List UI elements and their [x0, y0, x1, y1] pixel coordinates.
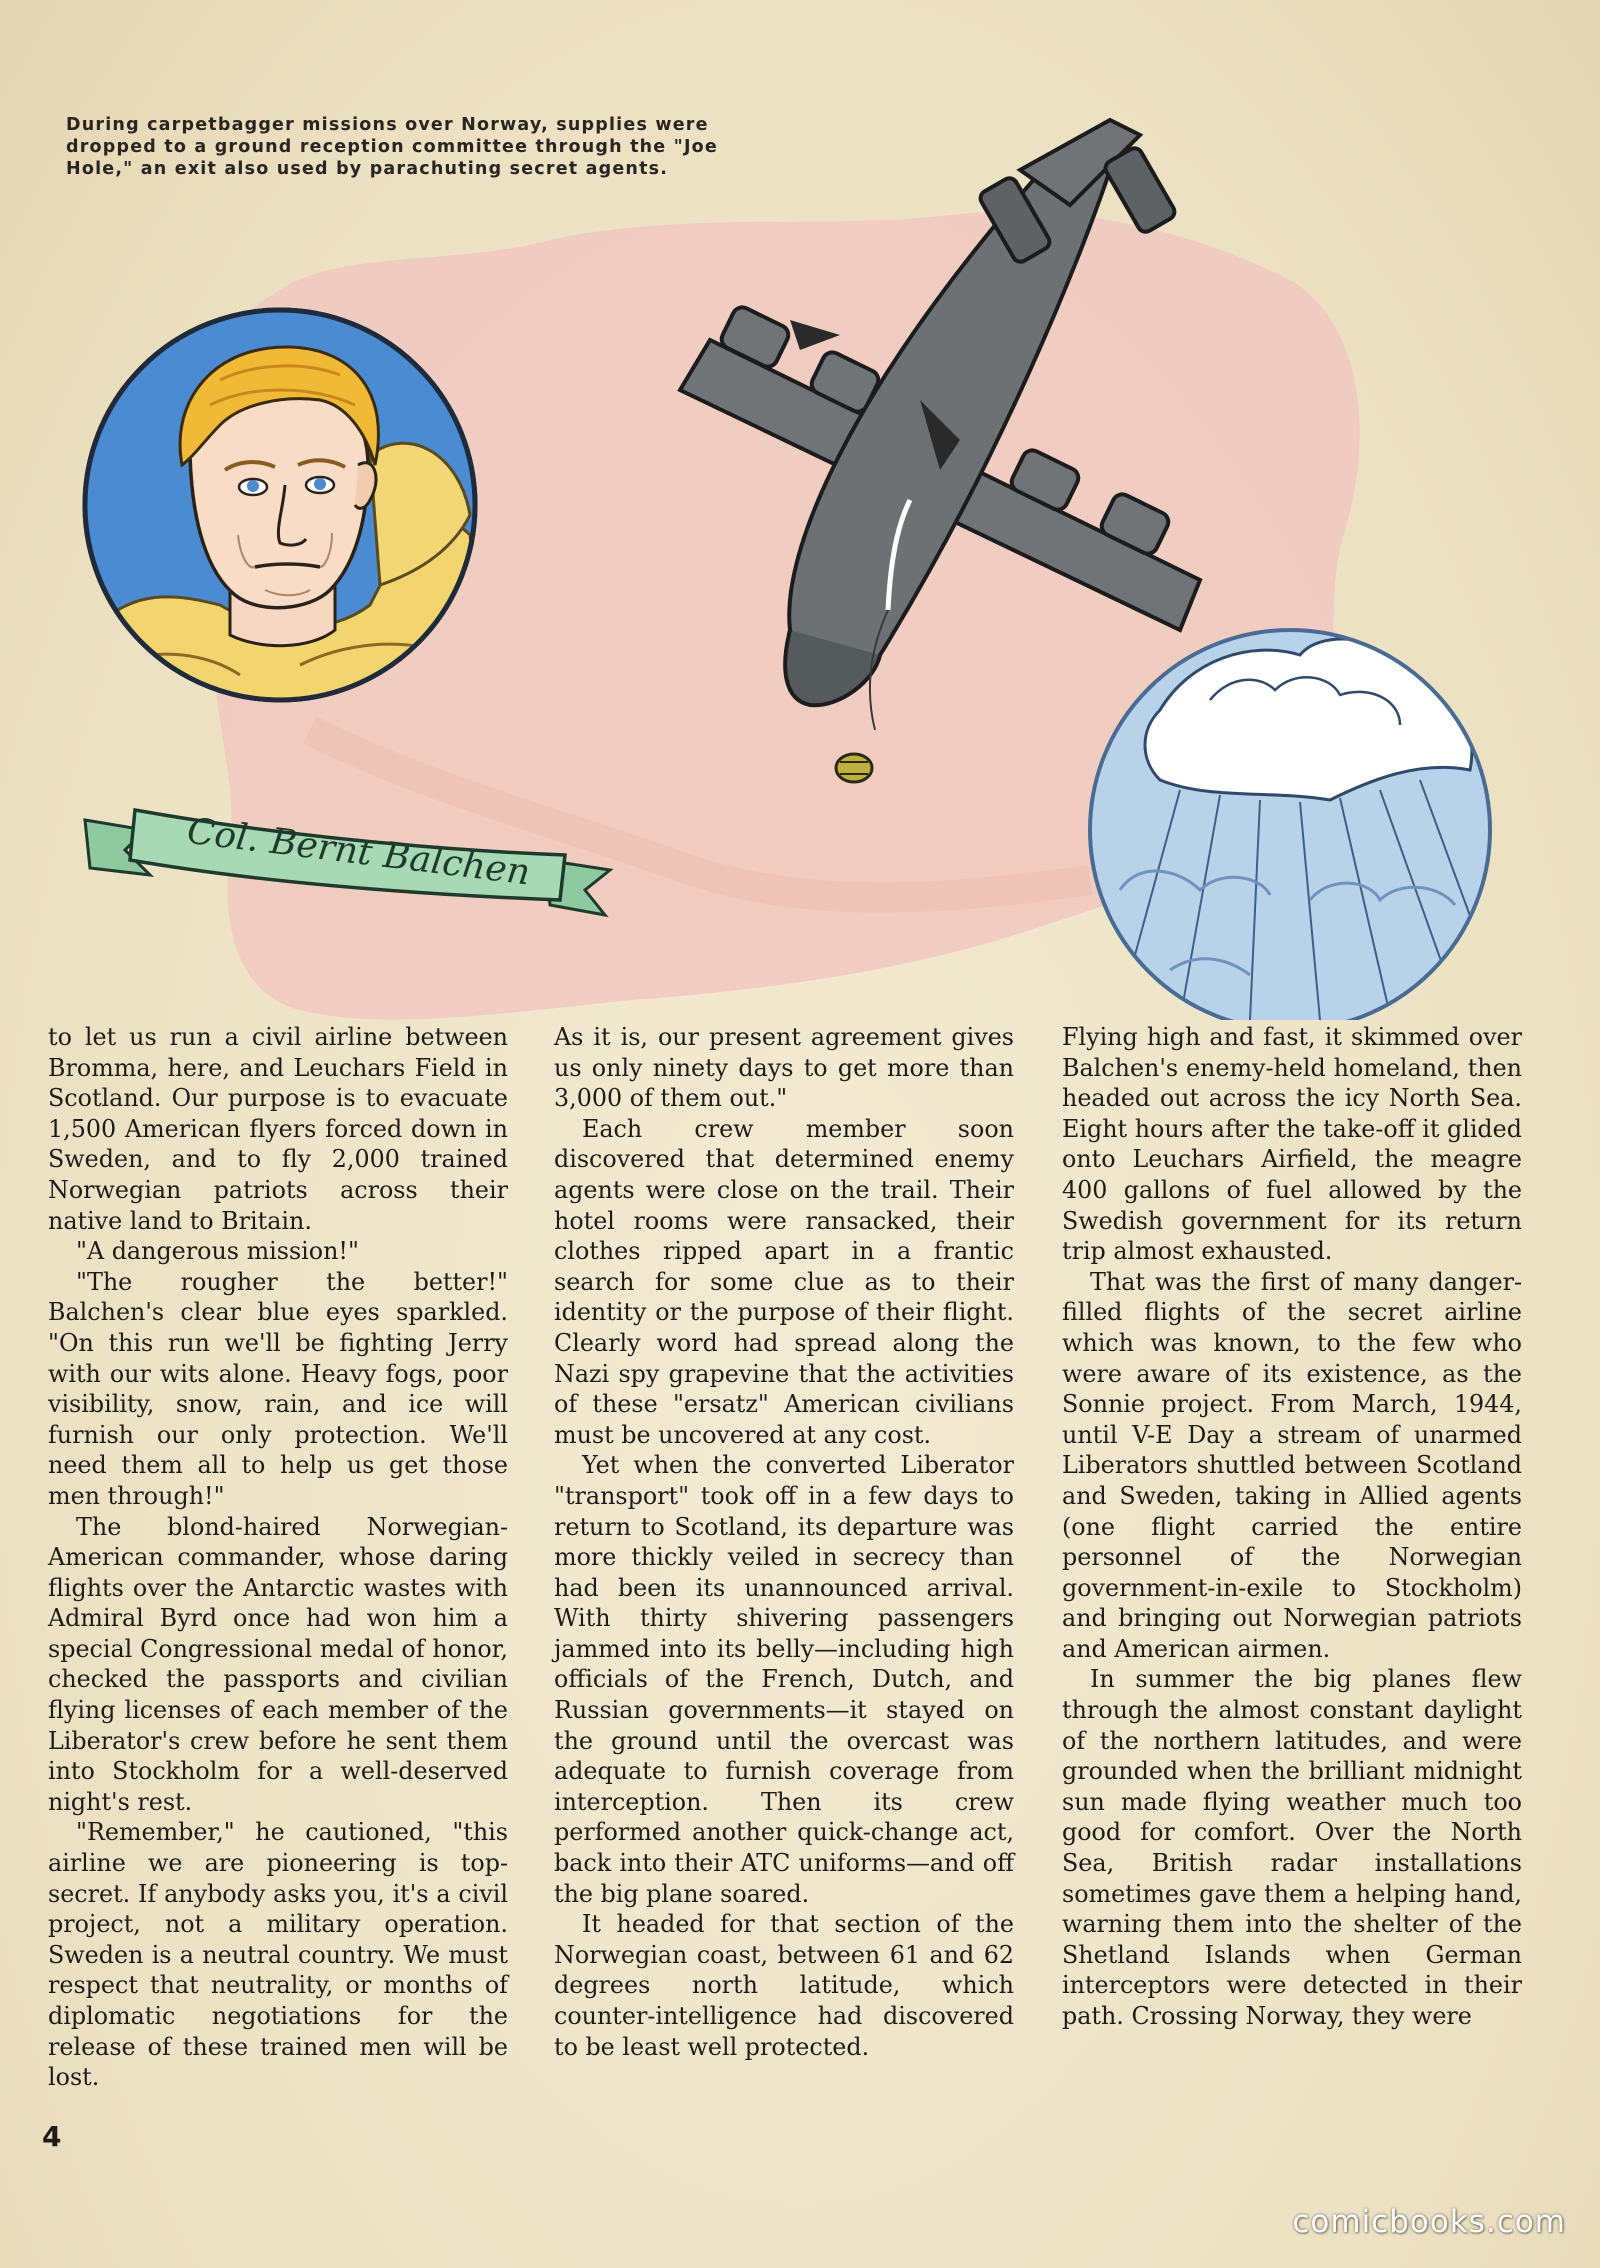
column-2: [554, 1022, 1014, 2062]
parachute-illustration: [1060, 590, 1530, 1020]
paragraph: to let us run a civil airline between Bromma, here, and Leuchars Field in Scotland. Our purpose is to evacuate 1,500 American flyers forced down in Sweden, and to fly 2,000 trained Norwegian patriots across their native land to Britain.: [48, 1023, 508, 1235]
column-1: [48, 1022, 508, 2093]
paragraph: "Remember," he cautioned, "this airline we are pioneering is top-secret. If anybody asks you, it's a civil project, not a military operation. Sweden is a neutral country. We must respect that neutrality, or months of diplomatic negotiations for the release of these trained men will be lost.: [48, 1818, 508, 2092]
paragraph: "The rougher the better!" Balchen's clear blue eyes sparkled. "On this run we'll be fighting Jerry with our wits alone. Heavy fogs, poor visibility, snow, rain, and ice will furnish our only protection. We'll need them all to help us get those men through!": [48, 1267, 508, 1510]
paragraph: In summer the big planes flew through the almost constant daylight of the northern latitudes, and were grounded when the brilliant midnight sun made flying weather much too good for comfort. Over the North Sea, British radar installations sometimes gave them a helping hand, warning them into the shelter of the Shetland Islands when German interceptors were detected in their path. Crossing Norway, they were: [1062, 1665, 1522, 2030]
paragraph: As it is, our present agreement gives us only ninety days to get more than 3,000 of them out.": [554, 1023, 1014, 1113]
balchen-portrait-illustration: [70, 305, 490, 725]
page-number: 4: [42, 2120, 62, 2153]
paragraph: Yet when the converted Liberator "transport" took off in a few days to return to Scotland, its departure was more thickly veiled in secrecy than had been its unannounced arrival. With thirty shivering passengers jammed into its belly—including high officials of the French, Dutch, and Russian governments—it stayed on the ground until the overcast was adequate to furnish coverage from interception. Then its crew performed another quick-change act, back into their ATC uniforms—and off the big plane soared.: [554, 1451, 1014, 1908]
illustration-caption: During carpetbagger missions over Norway, supplies were dropped to a ground reception committee through the "Joe Hole," an exit also used by parachuting secret agents.: [66, 115, 718, 179]
paragraph: The blond-haired Norwegian-American commander, whose daring flights over the Antarctic wastes with Admiral Byrd once had won him a special Congressional medal of honor, checked the passports and civilian flying licenses of each member of the Liberator's crew before he sent them into Stockholm for a well-deserved night's rest.: [48, 1512, 508, 1816]
paragraph: That was the first of many danger-filled flights of the secret airline which was known, to the few who were aware of its existence, as the Sonnie project. From March, 1944, until V-E Day a stream of unarmed Liberators shuttled between Scotland and Sweden, taking in Allied agents (one flight carried the entire personnel of the Norwegian government-in-exile to Stockholm) and bringing out Norwegian patriots and American airmen.: [1062, 1267, 1522, 1663]
paragraph: "A dangerous mission!": [76, 1237, 359, 1266]
paragraph: Flying high and fast, it skimmed over Balchen's enemy-held homeland, then headed out across the icy North Sea. Eight hours after the take-off it glided onto Leuchars Airfield, the meagre 400 gallons of fuel allowed by the Swedish government for its return trip almost exhausted.: [1062, 1023, 1522, 1266]
column-3: [1062, 1022, 1522, 2032]
article-body: [48, 1022, 1523, 2117]
paragraph: It headed for that section of the Norwegian coast, between 61 and 62 degrees north latitude, which counter-intelligence had discovered to be least well protected.: [554, 1910, 1014, 2061]
name-ribbon-banner: [75, 790, 615, 930]
watermark: comicbooks.com: [1292, 2204, 1566, 2240]
paragraph: Each crew member soon discovered that determined enemy agents were close on the trail. Their hotel rooms were ransacked, their clothes ripped apart in a frantic search for some clue as to their identity or the purpose of their flight. Clearly word had spread along the Nazi spy grapevine that the activities of these "ersatz" American civilians must be uncovered at any cost.: [554, 1114, 1014, 1449]
portrait-medallion: [70, 305, 490, 725]
name-banner-text: Col. Bernt Balchen: [184, 810, 533, 894]
